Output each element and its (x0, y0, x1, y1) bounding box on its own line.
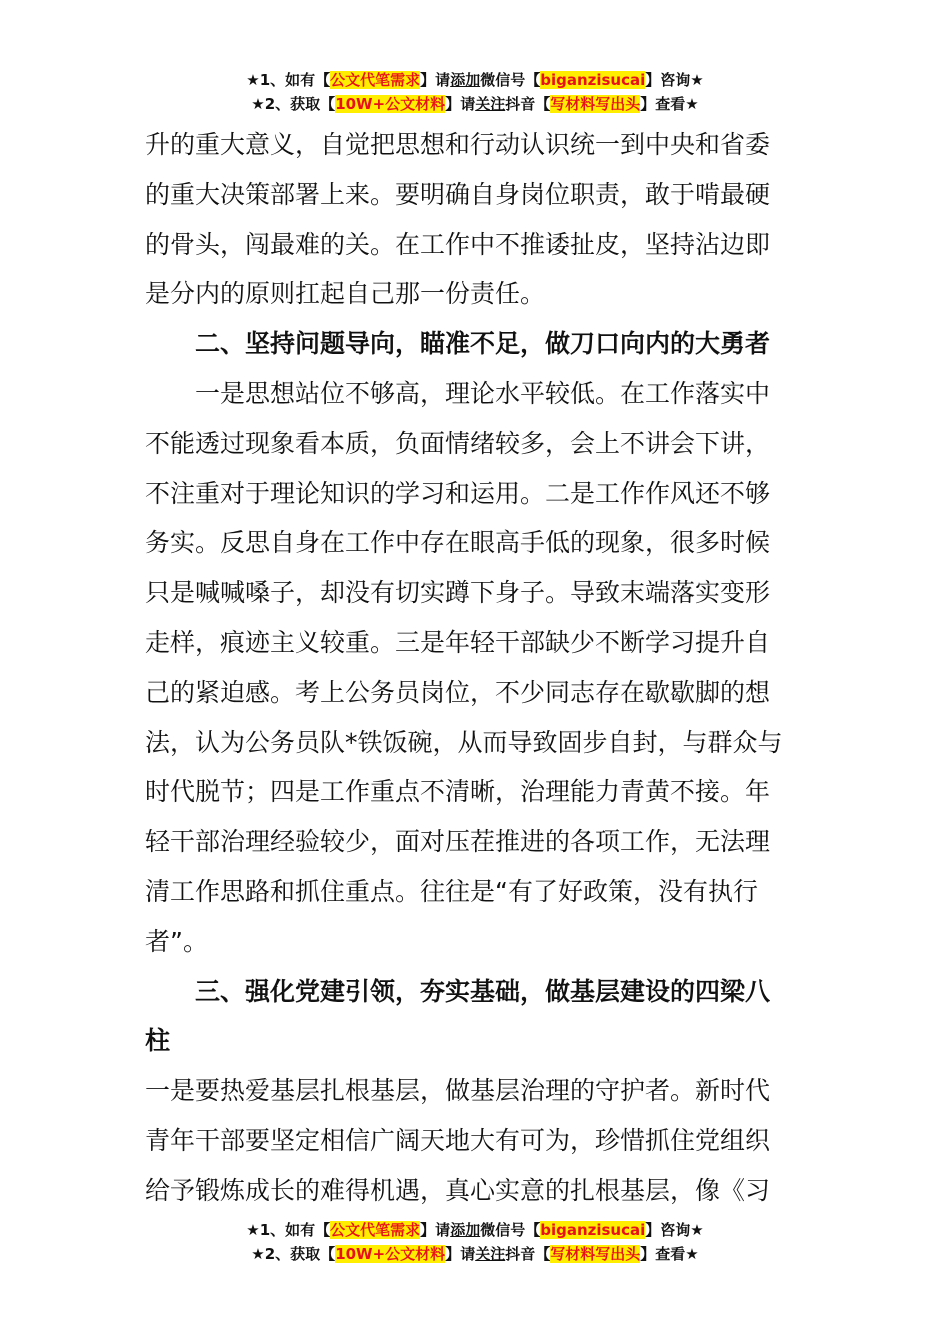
promo-text: 微信号【 (480, 1221, 541, 1239)
promo-underline: 关注 (475, 1245, 506, 1263)
promo-text: ★1、如有【 (246, 71, 331, 89)
promo-text: 微信号【 (480, 71, 541, 89)
document-body (145, 120, 813, 1216)
body-line: 务实。反思自身在工作中存在眼高手低的现象，很多时候 (145, 528, 771, 558)
promo-text: ★2、获取【 (251, 1245, 336, 1263)
section-heading-2: 二、坚持问题导向，瞄准不足，做刀口向内的大勇者 (195, 329, 771, 359)
body-line: 不注重对于理论知识的学习和运用。二是工作作风还不够 (145, 478, 771, 508)
body-line: 的骨头，闯最难的关。在工作中不推诿扯皮，坚持沾边即 (145, 229, 771, 259)
body-line: 升的重大意义，自觉把思想和行动认识统一到中央和省委 (145, 130, 771, 159)
promo-underline: 添加 (450, 71, 481, 89)
promo-line-2 (0, 1242, 950, 1266)
body-line: 是分内的原则扛起自己那一份责任。 (145, 279, 546, 309)
promo-text: ★2、获取【 (251, 95, 336, 113)
body-line: 时代脱节；四是工作重点不清晰，治理能力青黄不接。年 (145, 777, 771, 807)
section-heading-3: 三、强化党建引领，夯实基础，做基层建设的四梁八 (195, 976, 771, 1006)
promo-highlight: 写材料写出头 (550, 95, 641, 113)
promo-text: 】请 (445, 1245, 476, 1263)
promo-text: 】查看★ (640, 95, 699, 113)
body-line: 轻干部治理经验较少，面对压茬推进的各项工作，无法理 (145, 827, 771, 857)
promo-line-1 (0, 1218, 950, 1242)
promo-text: 】咨询★ (645, 71, 704, 89)
body-line: 者”。 (145, 926, 208, 956)
promo-text: 】咨询★ (645, 1221, 704, 1239)
promo-highlight: 写材料写出头 (550, 1245, 641, 1263)
promo-highlight: biganzisucai (540, 71, 646, 89)
promo-highlight: 10W+公文材料 (335, 1245, 446, 1263)
body-line: 青年干部要坚定相信广阔天地大有可为，珍惜抓住党组织 (145, 1125, 771, 1155)
promo-text: 抖音【 (505, 1245, 551, 1263)
body-line: 只是喊喊嗓子，却没有切实蹲下身子。导致末端落实变形 (145, 578, 771, 608)
body-line: 己的紧迫感。考上公务员岗位，不少同志存在歇歇脚的想 (145, 677, 771, 707)
promo-banner-top (0, 68, 950, 116)
promo-highlight: biganzisucai (540, 1221, 646, 1239)
promo-text: ★1、如有【 (246, 1221, 331, 1239)
body-line: 走样，痕迹主义较重。三是年轻干部缺少不断学习提升自 (145, 627, 771, 657)
body-line: 一是思想站位不够高，理论水平较低。在工作落实中 (195, 378, 771, 408)
section-heading-3-cont: 柱 (145, 1026, 171, 1056)
promo-underline: 关注 (475, 95, 506, 113)
promo-line-2 (0, 92, 950, 116)
promo-text: 】请 (445, 95, 476, 113)
body-line: 不能透过现象看本质，负面情绪较多，会上不讲会下讲， (145, 428, 771, 458)
promo-text: 】请 (420, 71, 451, 89)
promo-banner-bottom (0, 1218, 950, 1266)
body-line: 的重大决策部署上来。要明确自身岗位职责，敢于啃最硬 (145, 179, 771, 209)
promo-highlight: 公文代笔需求 (330, 71, 421, 89)
promo-highlight: 10W+公文材料 (335, 95, 446, 113)
promo-text: 抖音【 (505, 95, 551, 113)
body-line: 法，认为公务员队*铁饭碗，从而导致固步自封，与群众与 (145, 727, 783, 757)
promo-underline: 添加 (450, 1221, 481, 1239)
promo-highlight: 公文代笔需求 (330, 1221, 421, 1239)
body-line: 给予锻炼成长的难得机遇，真心实意的扎根基层，像《习 (145, 1175, 771, 1205)
body-line: 清工作思路和抓住重点。往往是“有了好政策，没有执行 (145, 876, 758, 906)
promo-line-1 (0, 68, 950, 92)
promo-text: 】查看★ (640, 1245, 699, 1263)
body-line: 一是要热爱基层扎根基层，做基层治理的守护者。新时代 (145, 1076, 771, 1106)
promo-text: 】请 (420, 1221, 451, 1239)
